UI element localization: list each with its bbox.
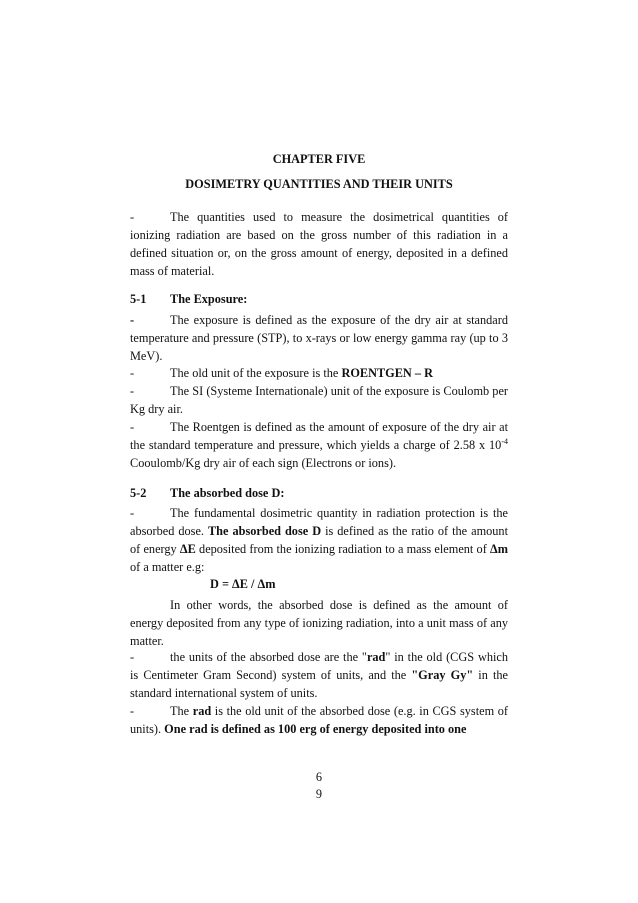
section-number: 5-2 bbox=[130, 486, 147, 500]
paragraph-text: deposited from the ionizing radiation to a mass element of bbox=[195, 542, 491, 556]
bullet-dash: - bbox=[130, 313, 135, 327]
paragraph-text: The exposure is defined as the exposure of the dry air at standard temperature and pressure (STP), to x-rays or low energy gamma ray (up to 3 MeV). bbox=[130, 313, 508, 363]
page-number-line2: 9 bbox=[315, 787, 323, 801]
paragraph bbox=[130, 418, 508, 472]
page-number-line1: 6 bbox=[315, 770, 323, 784]
paragraph-text: Cooulomb/Kg dry air of each sign (Electrons or ions). bbox=[130, 456, 397, 470]
section-title: The Exposure: bbox=[170, 292, 248, 306]
paragraph-text: " in the old (CGS which is Centimeter Gram Second) system of units, and the bbox=[130, 650, 508, 682]
bullet-dash: - bbox=[130, 420, 135, 434]
section-title: The absorbed dose D: bbox=[170, 486, 285, 500]
paragraph bbox=[130, 382, 508, 418]
section-heading-5-2 bbox=[130, 484, 508, 502]
bullet-dash: - bbox=[130, 210, 135, 224]
unit-name: ROENTGEN – R bbox=[341, 366, 433, 380]
chapter-heading: CHAPTER FIVE bbox=[272, 152, 366, 166]
symbol: ΔE bbox=[179, 542, 196, 556]
document-page bbox=[130, 0, 508, 903]
section-heading-5-1 bbox=[130, 290, 508, 308]
unit-name: "Gray Gy" bbox=[411, 668, 474, 682]
paragraph-text: is defined as the ratio of the amount of energy bbox=[130, 524, 508, 556]
paragraph-text: is the old unit of the absorbed dose (e.g. in CGS system of units). bbox=[130, 704, 509, 736]
paragraph-text: in the standard international system of units. bbox=[130, 668, 508, 700]
intro-paragraph bbox=[130, 208, 508, 280]
unit-name: rad bbox=[366, 650, 386, 664]
bullet-dash: - bbox=[130, 650, 135, 664]
bullet-dash: - bbox=[130, 384, 135, 398]
term: The absorbed dose D bbox=[207, 524, 322, 538]
paragraph-text: The bbox=[170, 704, 193, 718]
bullet-dash: - bbox=[130, 506, 135, 520]
definition: One rad is defined as 100 erg of energy deposited into one bbox=[164, 722, 467, 736]
paragraph-text: The Roentgen is defined as the amount of exposure of the dry air at the standard temperature and pressure, which yields a charge of 2.58 x 10 bbox=[130, 420, 508, 452]
paragraph bbox=[130, 311, 508, 365]
section-number: 5-1 bbox=[130, 292, 147, 306]
paragraph-text: The old unit of the exposure is the bbox=[170, 366, 342, 380]
formula: D = ΔE / Δm bbox=[210, 577, 276, 591]
unit-name: rad bbox=[192, 704, 212, 718]
bullet-dash: - bbox=[130, 704, 135, 718]
paragraph bbox=[130, 364, 508, 382]
intro-text: The quantities used to measure the dosimetrical quantities of ionizing radiation are based on the gross number of this radiation in a defined situation or, on the gross amount of energy, deposited in a defined mass of material. bbox=[130, 210, 508, 278]
chapter-title: DOSIMETRY QUANTITIES AND THEIR UNITS bbox=[185, 177, 453, 191]
paragraph-text: of a matter e.g: bbox=[130, 560, 205, 574]
symbol: Δm bbox=[490, 542, 508, 556]
paragraph bbox=[130, 596, 508, 650]
paragraph bbox=[130, 504, 508, 576]
exponent: -4 bbox=[501, 436, 508, 446]
paragraph-text: In other words, the absorbed dose is defined as the amount of energy deposited from any type of ionizing radiation, into a unit mass of any matter. bbox=[130, 598, 508, 648]
paragraph-text: The SI (Systeme Internationale) unit of the exposure is Coulomb per Kg dry air. bbox=[130, 384, 508, 416]
paragraph-text: the units of the absorbed dose are the " bbox=[170, 650, 367, 664]
paragraph-text: The fundamental dosimetric quantity in radiation protection is the absorbed dose. bbox=[130, 506, 508, 538]
paragraph bbox=[130, 702, 508, 738]
bullet-dash: - bbox=[130, 366, 135, 380]
paragraph bbox=[130, 648, 508, 702]
